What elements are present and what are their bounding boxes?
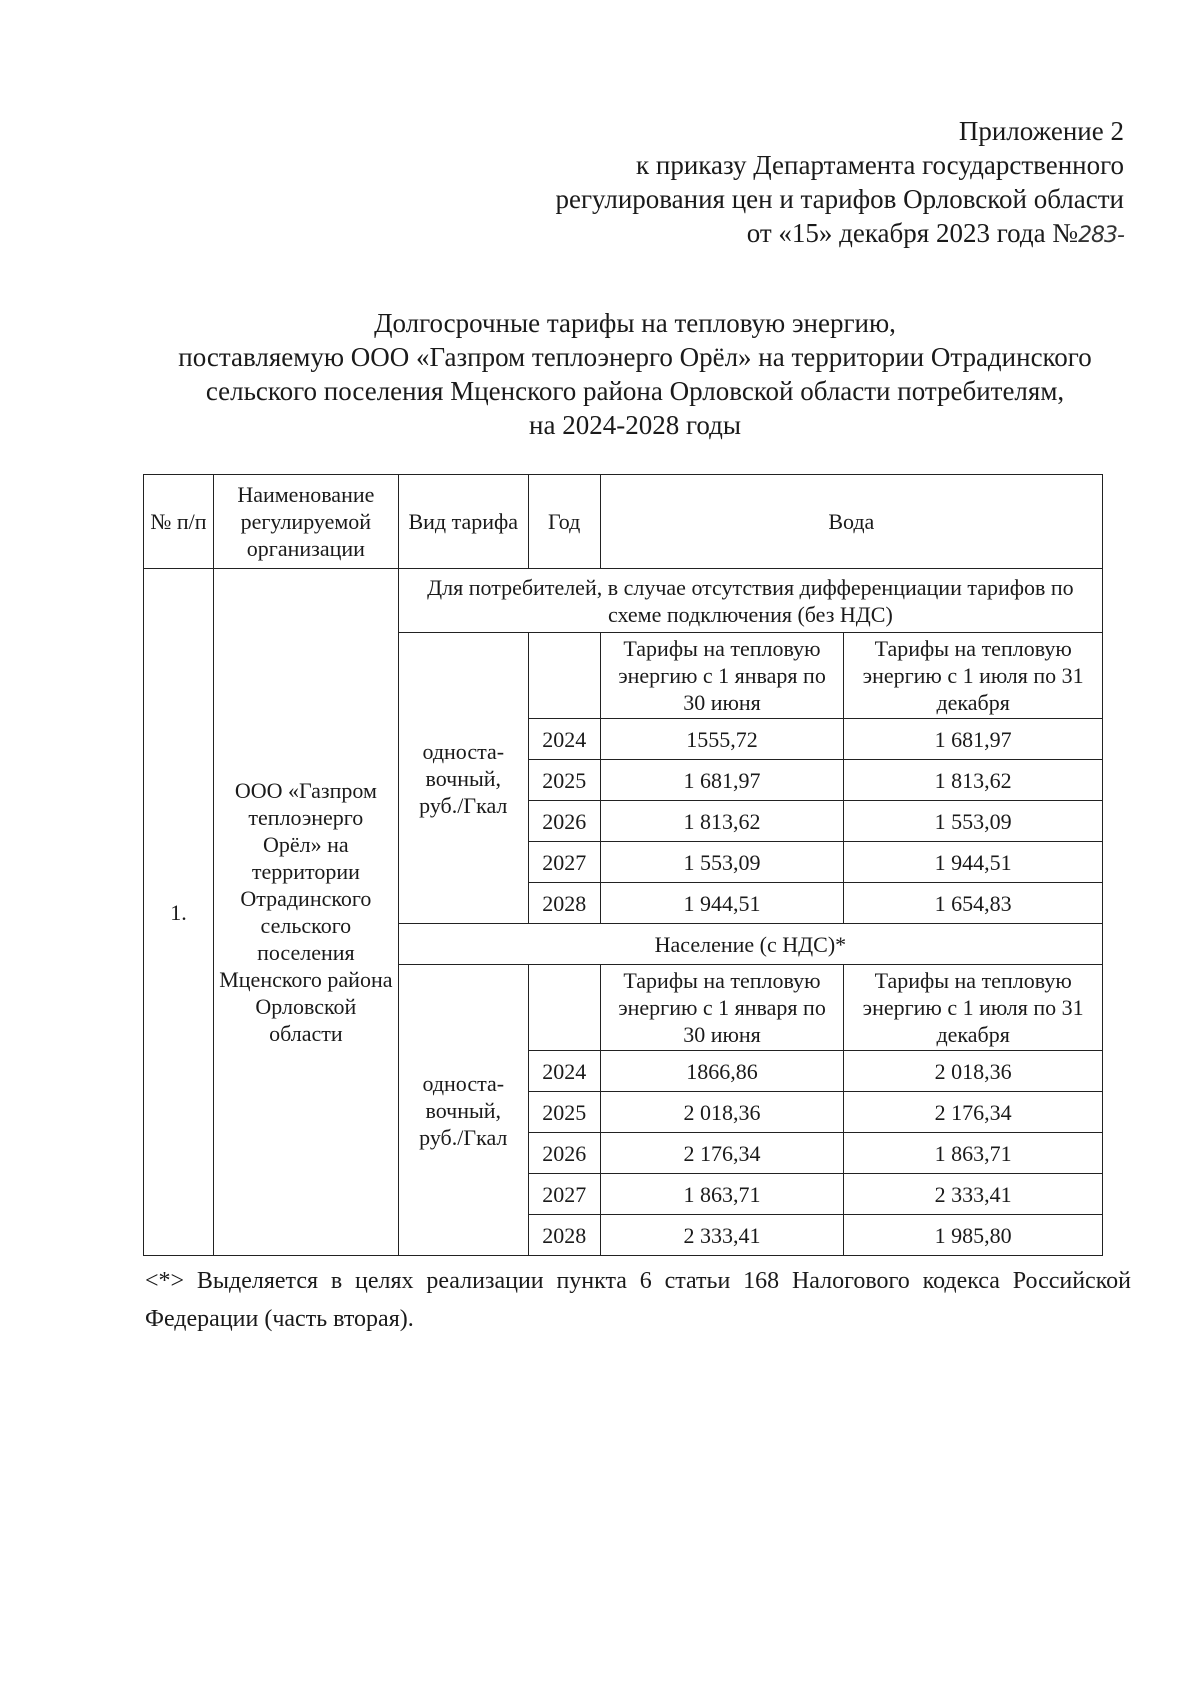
row-number: 1. [144, 569, 214, 1256]
tariff-h1-cell: 2 176,34 [600, 1133, 844, 1174]
year-cell: 2026 [528, 801, 600, 842]
department-line: регулирования цен и тарифов Орловской области [555, 184, 1124, 214]
header-number: № п/п [144, 475, 214, 569]
appendix-label: Приложение 2 [958, 116, 1124, 146]
section-title-row [144, 569, 1103, 633]
title-line-2: поставляемую ООО «Газпром теплоэнерго Орёл» на территории Отрадинского [178, 342, 1092, 372]
tariff-type: односта-вочный, руб./Гкал [398, 633, 528, 924]
footnote: <*> Выделяется в целях реализации пункта 6 статьи 168 Налогового кодекса Российской Федерации (часть вторая). [145, 1268, 1131, 1332]
year-cell: 2026 [528, 1133, 600, 1174]
year-cell: 2027 [528, 842, 600, 883]
handwritten-order-number: 283- [1078, 223, 1124, 248]
tariff-h1-cell: 1 813,62 [600, 801, 844, 842]
period1-header: Тарифы на тепловую энергию с 1 января по 30 июня [600, 965, 844, 1051]
tariff-h2-cell: 1 813,62 [844, 760, 1103, 801]
tariff-h1-cell: 2 333,41 [600, 1215, 844, 1256]
tariff-h1-cell: 1 863,71 [600, 1174, 844, 1215]
tariff-h2-cell: 2 018,36 [844, 1051, 1103, 1092]
tariff-h2-cell: 1 944,51 [844, 842, 1103, 883]
tariff-h2-cell: 1 553,09 [844, 801, 1103, 842]
order-reference-line: к приказу Департамента государственного [636, 150, 1124, 180]
section-title: Для потребителей, в случае отсутствия дифференциации тарифов по схеме подключения (без НДС) [398, 569, 1102, 633]
tariff-h2-cell: 1 985,80 [844, 1215, 1103, 1256]
tariff-h1-cell: 1 553,09 [600, 842, 844, 883]
year-cell: 2025 [528, 760, 600, 801]
order-date-line [555, 216, 1124, 253]
period2-header: Тарифы на тепловую энергию с 1 июля по 31 декабря [844, 965, 1103, 1051]
tariff-h2-cell: 2 176,34 [844, 1092, 1103, 1133]
tariff-h1-cell: 2 018,36 [600, 1092, 844, 1133]
title-line-4: на 2024-2028 годы [529, 410, 741, 440]
tariff-table [143, 474, 1103, 1256]
tariff-h2-cell: 1 654,83 [844, 883, 1103, 924]
title-line-1: Долгосрочные тарифы на тепловую энергию, [374, 308, 896, 338]
tariff-h2-cell: 2 333,41 [844, 1174, 1103, 1215]
order-date-text: от «15» декабря 2023 года № [746, 218, 1079, 248]
year-cell: 2027 [528, 1174, 600, 1215]
year-cell: 2024 [528, 1051, 600, 1092]
section-title: Население (с НДС)* [398, 924, 1102, 965]
tariff-type: односта-вочный, руб./Гкал [398, 965, 528, 1256]
header-tariff-type: Вид тарифа [398, 475, 528, 569]
header-year: Год [528, 475, 600, 569]
tariff-h1-cell: 1866,86 [600, 1051, 844, 1092]
table-header-row [144, 475, 1103, 569]
document-header [555, 114, 1124, 253]
document-title [140, 306, 1130, 442]
empty-year-cell [528, 965, 600, 1051]
title-line-3: сельского поселения Мценского района Орловской области потребителям, [205, 376, 1065, 406]
tariff-h1-cell: 1 944,51 [600, 883, 844, 924]
year-cell: 2028 [528, 883, 600, 924]
tariff-h2-cell: 1 863,71 [844, 1133, 1103, 1174]
period1-header: Тарифы на тепловую энергию с 1 января по 30 июня [600, 633, 844, 719]
header-water: Вода [600, 475, 1102, 569]
period2-header: Тарифы на тепловую энергию с 1 июля по 31 декабря [844, 633, 1103, 719]
year-cell: 2025 [528, 1092, 600, 1133]
header-organization: Наименование регулируемой организации [213, 475, 398, 569]
tariff-h1-cell: 1 681,97 [600, 760, 844, 801]
organization-name: ООО «Газпром теплоэнерго Орёл» на территории Отрадинского сельского поселения Мценского района Орловской области [213, 569, 398, 1256]
tariff-h1-cell: 1555,72 [600, 719, 844, 760]
empty-year-cell [528, 633, 600, 719]
tariff-h2-cell: 1 681,97 [844, 719, 1103, 760]
year-cell: 2024 [528, 719, 600, 760]
year-cell: 2028 [528, 1215, 600, 1256]
